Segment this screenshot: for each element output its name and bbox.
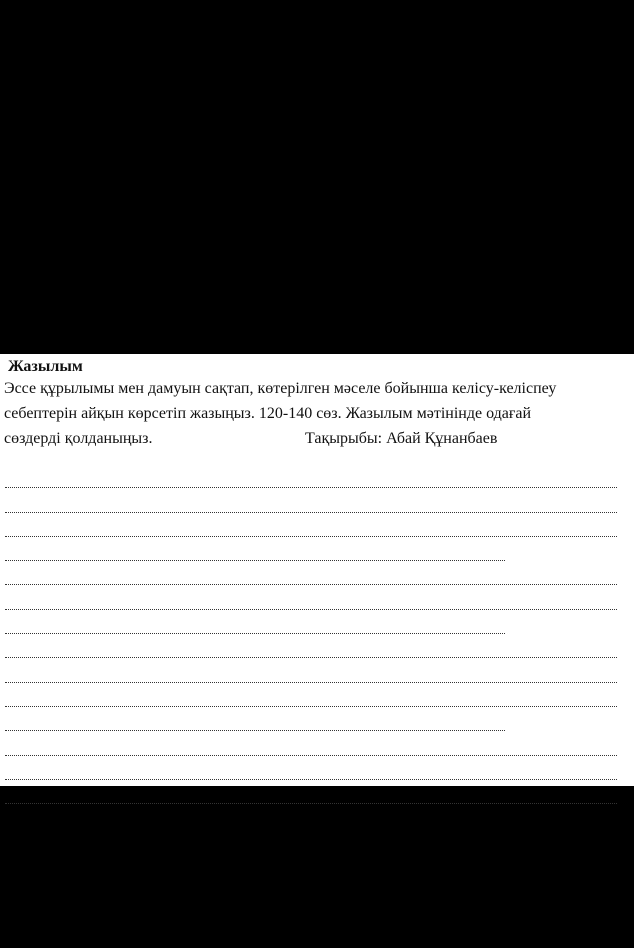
- answer-lines: [5, 464, 617, 804]
- task-instruction-line-1: Эссе құрылымы мен дамуын сақтап, көтерілген мәселе бойынша келісу-келіспеу: [4, 380, 557, 397]
- essay-topic: Тақырыбы: Абай Құнанбаев: [305, 430, 498, 447]
- answer-line[interactable]: [5, 488, 617, 512]
- answer-line[interactable]: [5, 464, 617, 488]
- section-heading: Жазылым: [8, 358, 83, 375]
- answer-line[interactable]: [5, 756, 617, 780]
- answer-line[interactable]: [5, 731, 617, 755]
- answer-line[interactable]: [5, 634, 617, 658]
- answer-line[interactable]: [5, 610, 505, 634]
- task-instruction-line-3: сөздерді қолданыңыз.: [4, 430, 153, 447]
- answer-line[interactable]: [5, 658, 617, 682]
- answer-line[interactable]: [5, 537, 505, 561]
- answer-line[interactable]: [5, 683, 617, 707]
- answer-line[interactable]: [5, 780, 617, 804]
- answer-line[interactable]: [5, 585, 617, 609]
- worksheet: [0, 354, 634, 786]
- answer-line[interactable]: [5, 707, 505, 731]
- task-instruction-line-2: себептерін айқын көрсетіп жазыңыз. 120-140 сөз. Жазылым мәтінінде одағай: [4, 405, 532, 422]
- answer-line[interactable]: [5, 513, 617, 537]
- answer-line[interactable]: [5, 561, 617, 585]
